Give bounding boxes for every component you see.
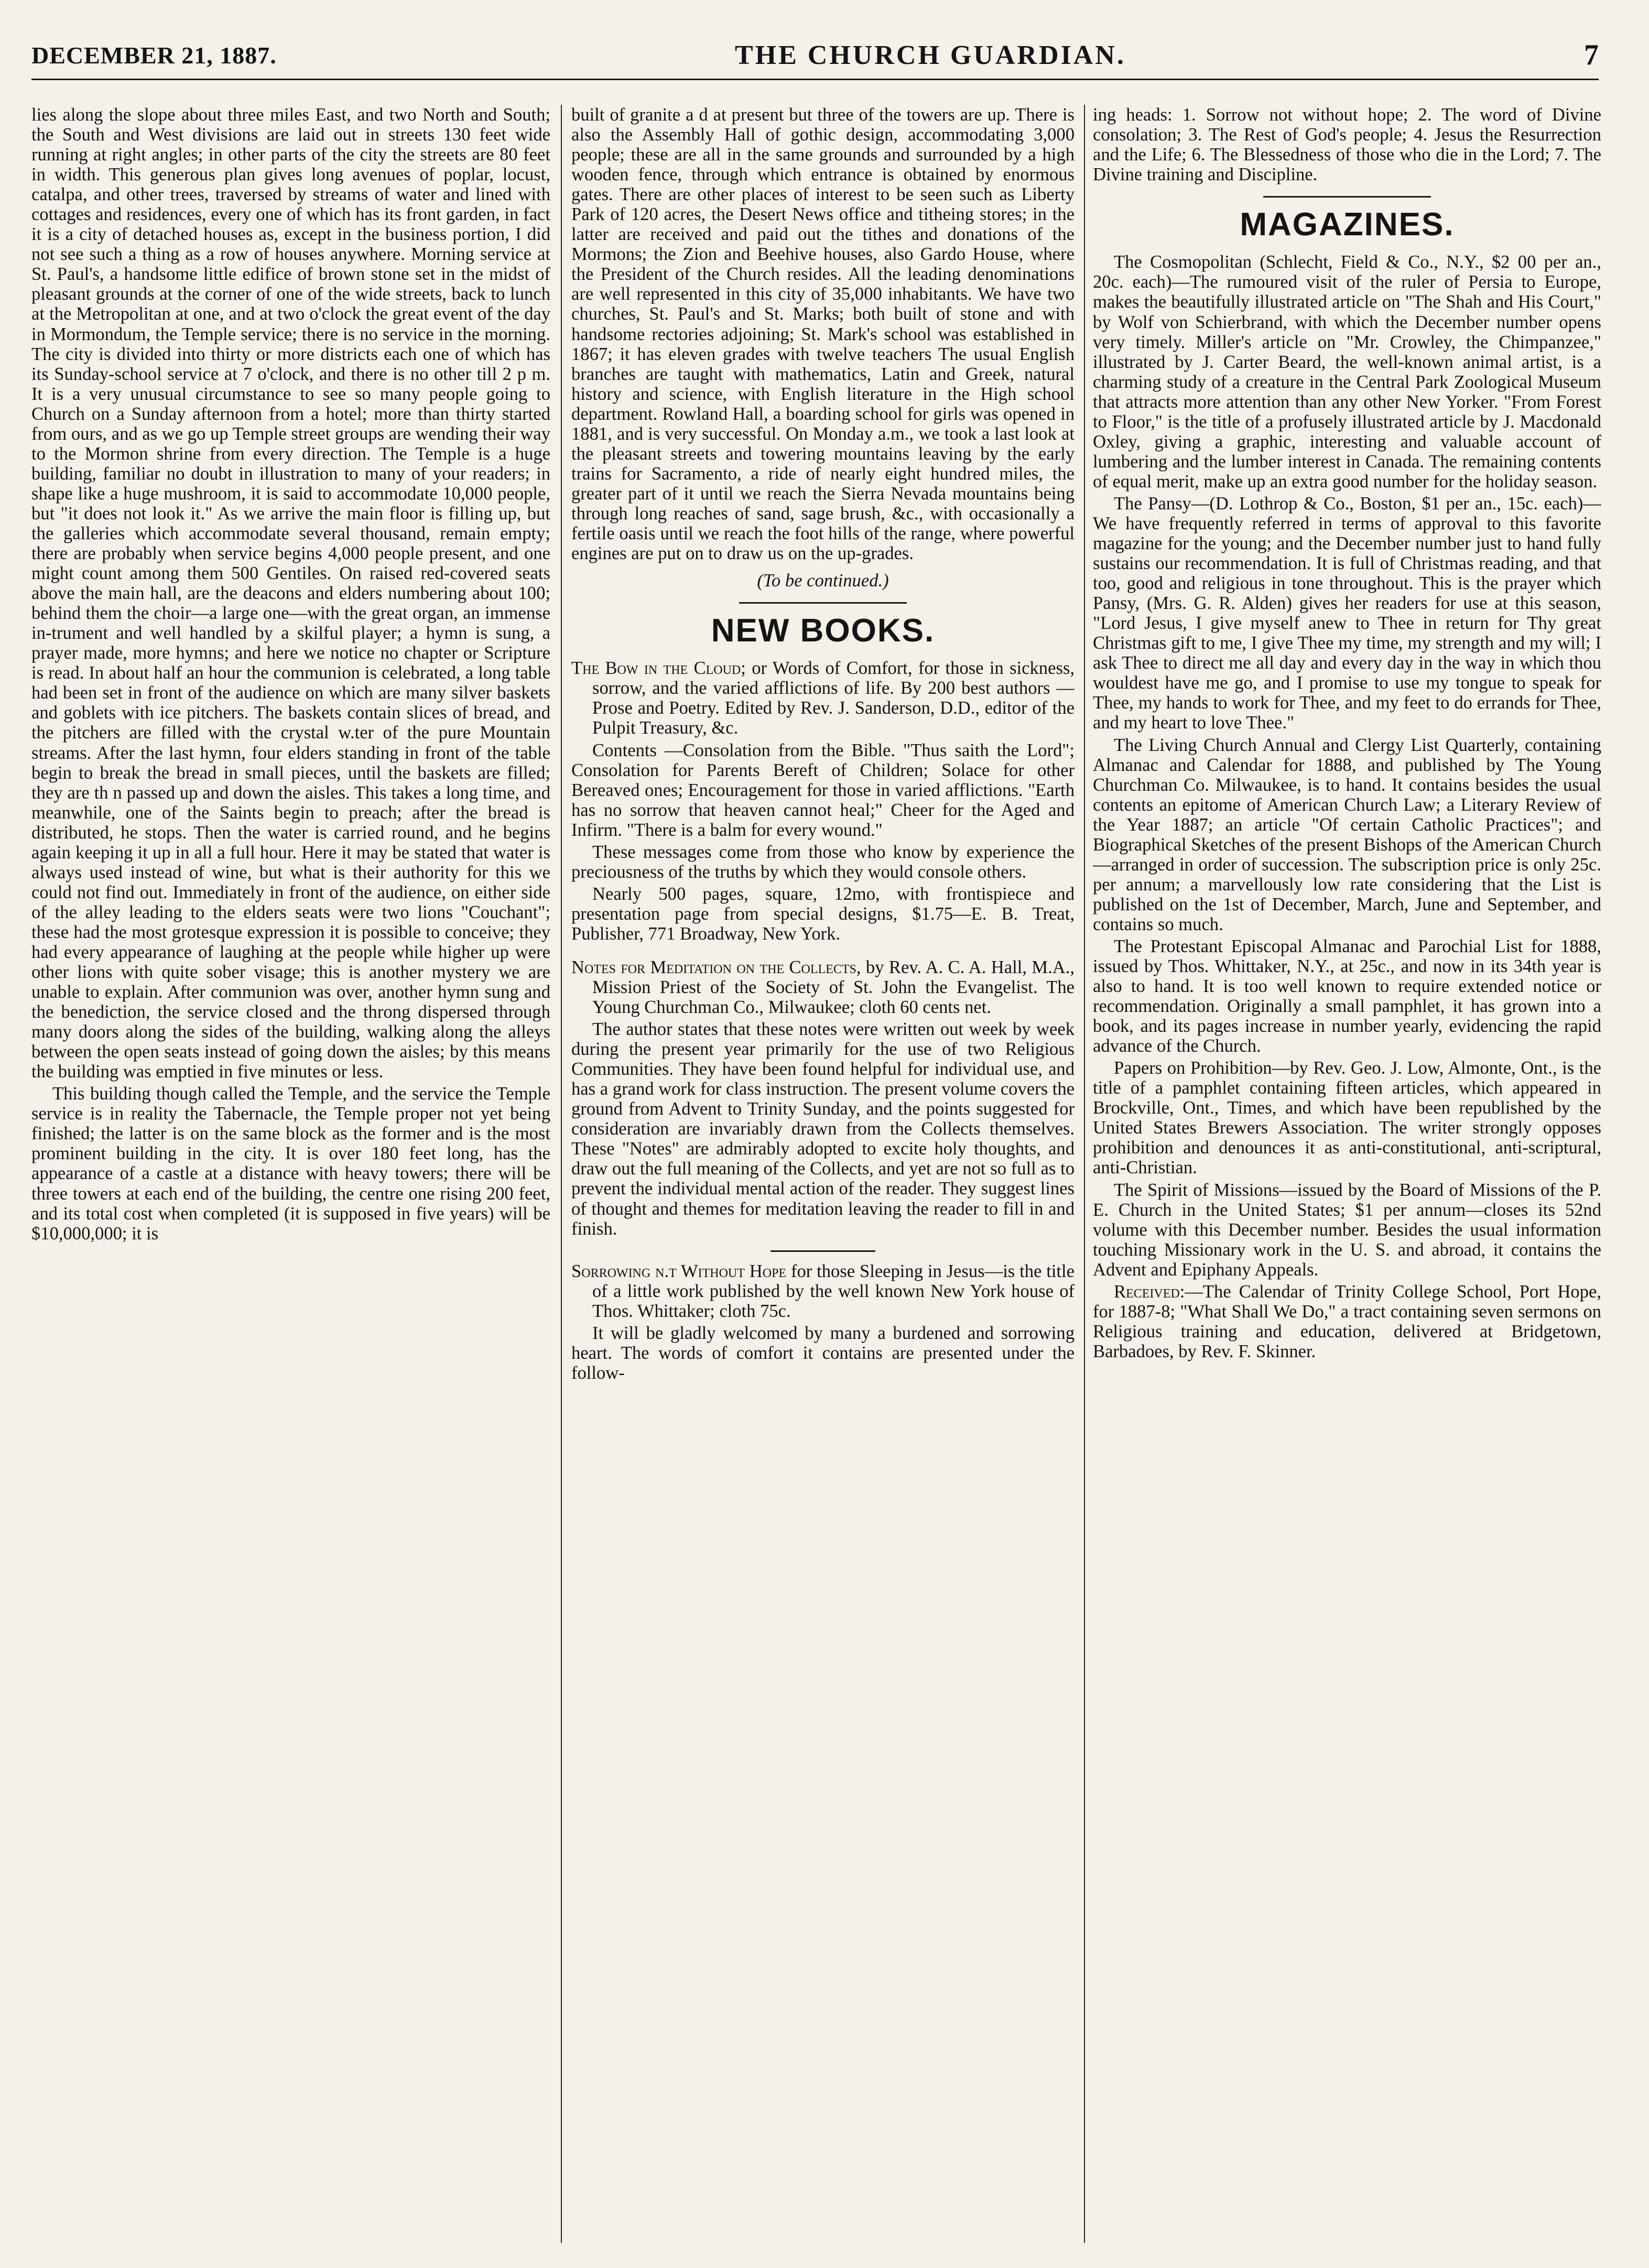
column-2 [571, 105, 1075, 2258]
book-details: for those Sleeping in Jesus—is the title of a little work published by the well known New York house of Thos. Whittaker; cloth 75c. [592, 1261, 1075, 1321]
book-paragraph: These messages come from those who know by experience the preciousness of the truths by which they would console others. [571, 842, 1075, 882]
article-paragraph: built of granite a d at present but three of the towers are up. There is also the Assembly Hall of gothic design, accommodating 3,000 people; these are all in the same grounds and surrounded by a high wooden fence, through which entrance is obtained by enormous gates. There are other places of interest to be seen such as Liberty Park of 120 acres, the Desert News office and titheing stores; in the latter are received and paid out the tithes and donations of the Mormons; the Zion and Beehive houses, also Gardo House, where the President of the Church resides. All the leading denominations are well represented in this city of 35,000 inhabitants. We have two churches, St. Paul's and St. Marks; both built of stone and with handsome rectories adjoining; St. Mark's school was established in 1867; it has eleven grades with twelve teachers The usual English branches are taught with mathematics, Latin and Greek, natural history and science, with English literature in the High school department. Rowland Hall, a boarding school for girls was opened in 1881, and is very successful. On Monday a.m., we took a last look at the pleasant streets and towering mountains leaving by the early trains for Sacramento, a ride of nearly eight hundred miles, the greater part of it until we reach the Sierra Nevada mountains being through long reaches of sand, sage brush, &c., with occasionally a fertile oasis until we reach the foot hills of the range, where powerful engines are put on to draw us on the up-grades. [571, 105, 1075, 564]
column-divider [1084, 105, 1085, 2243]
issue-date: DECEMBER 21, 1887. [31, 41, 277, 69]
book-details: ; or Words of Comfort, for those in sickness, sorrow, and the varied afflictions of life. By 200 best authors —Prose and Poetry. Edited by Rev. J. Sanderson, D.D., editor of the Pulpit Treasury, &c. [592, 658, 1075, 738]
section-rule [739, 602, 907, 604]
page-number: 7 [1583, 39, 1599, 71]
magazine-notice: The Spirit of Missions—issued by the Board of Missions of the P. E. Church in the United States; $1 per annum—closes its 52nd volume with this December number. Besides the usual information touching Missionary work in the U. S. and abroad, it contains the Advent and Epiphany Appeals. [1093, 1180, 1601, 1280]
column-divider [561, 105, 562, 2243]
magazine-notice: The Protestant Episcopal Almanac and Parochial List for 1888, issued by Thos. Whittaker, N.Y., at 25c., and now in its 34th year is also to hand. It is too well known to require extended notice or recommendation. Originally a small pamphlet, it has grown into a book, and its pages increase in number yearly, evidencing the rapid advance of the Church. [1093, 936, 1601, 1056]
book-notice [571, 957, 1075, 1017]
book-notice [571, 1261, 1075, 1321]
column-3 [1093, 105, 1601, 2258]
book-title: Sorrowing n.t Without Hope [571, 1261, 787, 1281]
book-paragraph: The author states that these notes were written out week by week during the present year primarily for the use of two Religious Communities. They have been found helpful for individual use, and has a grand work for class instruction. The present volume covers the ground from Advent to Trinity Sunday, and the points suggested for consideration are invariably drawn from the Collects themselves. These "Notes" are admirably adopted to excite holy thoughts, and draw out the full meaning of the Collects, and yet are not so full as to prevent the individual mental action of the reader. They suggest lines of thought and themes for meditation leaving the reader to fill in and finish. [571, 1019, 1075, 1239]
book-notice [571, 658, 1075, 738]
book-paragraph: Nearly 500 pages, square, 12mo, with frontispiece and presentation page from special designs, $1.75—E. B. Treat, Publisher, 771 Broadway, New York. [571, 884, 1075, 944]
article-paragraph: lies along the slope about three miles East, and two North and South; the South and West divisions are laid out in streets 130 feet wide running at right angles; in other parts of the city the streets are 80 feet in width. This generous plan gives long avenues of poplar, locust, catalpa, and other trees, traversed by streams of water and lined with cottages and residences, every one of which has its front garden, in fact it is a city of detached houses as, except in the business portion, I did not see such a thing as a row of houses anywhere. Morning service at St. Paul's, a handsome little edifice of brown stone set in the midst of pleasant grounds at the corner of one of the wide streets, back to lunch at the Metropolitan at one, and at two o'clock the great event of the day in Mormondum, the Temple service; there is no service in the morning. The city is divided into thirty or more districts each one of which has its Sunday-school service at 7 o'clock, and there is no other till 2 p m. It is a very unusual circumstance to see so many people going to Church on a Sunday afternoon from a hotel; more than thirty started from ours, and as we go up Temple street groups are wending their way to the Mormon shrine from every direction. The Temple is a huge building, familiar no doubt in illustration to many of your readers; in shape like a huge mushroom, it is said to accommodate 10,000 people, but "it does not look it." As we arrive the main floor is filling up, but the galleries which accommodate several thousand, remain empty; there are probably when service begins 4,000 people present, and one might count among them 500 Gentiles. On raised red-covered seats above the main hall, are the deacons and elders numbering about 100; behind them the choir—a large one—with the great organ, an immense in-trument and well handled by a skilful player; a hymn is sung, a prayer made, more hymns; and here we notice no chapter or Scripture is read. In about half an hour the communion is celebrated, a long table had been set in front of the audience on which are many silver baskets and goblets with ice pitchers. The baskets contain slices of bread, and the pitchers are filled with the crystal w.ter of the pure Mountain streams. After the last hymn, four elders standing in front of the table begin to break the bread in small pieces, until the baskets are filled; they are th n passed up and down the aisles. This takes a long time, and meanwhile, one of the Saints begin to preach; after the bread is distributed, he stops. Then the water is carried round, and he begins again keeping it up in all a full hour. Here it may be stated that water is always used instead of wine, but what is their authority for this we could not find out. Immediately in front of the audience, on either side of the alley leading to the elders seats were two lions "Couchant"; these had the most grotesque expression it is possible to conceive; they had every appearance of laughing at the people while higher up were other lions with quite sober visage; this is another mystery we are unable to explain. After communion was over, another hymn sung and the benediction, the service closed and the throng dispersed through many doors along the sides of the building, walking along the alleys between the open seats instead of going down the aisles; by this means the building was emptied in five minutes or less. [31, 105, 550, 1082]
article-paragraph: This building though called the Temple, and the service the Temple service is in reality the Tabernacle, the Temple proper not yet being finished; the latter is on the same block as the former and is the most prominent building in the city. It is over 180 feet long, has the appearance of a castle at a distance with heavy towers; there will be three towers at each end of the building, the centre one rising 200 feet, and its total cost when completed (it is supposed in five years) will be $10,000,000; it is [31, 1084, 550, 1244]
magazine-notice: The Pansy—(D. Lothrop & Co., Boston, $1 per an., 15c. each)—We have frequently referred in terms of approval to this favorite magazine for the young; and the December number just to hand fully sustains our recommendation. It is full of Christmas reading, and that too, good and religious in tone throughout. This is the prayer which Pansy, (Mrs. G. R. Alden) gives her readers for use at this season, "Lord Jesus, I give myself anew to Thee in return for Thy great Christmas gift to me, I give Thee my time, my strength and my will; I ask Thee to direct me all day and every day in the way in which thou wouldest have me go, and I promise to use my tongue to speak for Thee, my hands to work for Thee, and my feet to do errands for Thee, and my heart to love Thee." [1093, 493, 1601, 733]
book-details: , by Rev. A. C. A. Hall, M.A., Mission Priest of the Society of St. John the Evangelist. The Young Churchman Co., Milwaukee; cloth 60 cents net. [592, 957, 1075, 1018]
magazine-notice [1093, 1282, 1601, 1361]
magazine-notice: The Living Church Annual and Clergy List Quarterly, containing Almanac and Calendar for 1888, and published by The Young Churchman Co. Milwaukee, is to hand. It contains besides the usual contents an epitome of American Church Law; a Literary Review of the Year 1887; an article "Of certain Catholic Practices"; and Biographical Sketches of the present Bishops of the American Church—arranged in order of succession. The subscription price is only 25c. per annum; a marvellously low rate considering that the List is published on the 1st of December, March, June and September, and contains so much. [1093, 735, 1601, 934]
continued-note: (To be continued.) [757, 571, 889, 591]
book-contents: Contents —Consolation from the Bible. "Thus saith the Lord"; Consolation for Parents Bereft of Children; Solace for other Bereaved ones; Encouragement for those in varied afflictions. "Earth has no sorrow that heaven cannot heal;" Cheer for the Aged and Infirm. "There is a balm for every wound." [571, 740, 1075, 840]
section-rule [771, 1250, 875, 1252]
received-label: Received [1114, 1281, 1180, 1302]
book-title: The Bow in the Cloud [571, 658, 741, 679]
section-heading-new-books: NEW BOOKS. [711, 613, 935, 649]
book-paragraph: It will be gladly welcomed by many a burdened and sorrowing heart. The words of comfort it contains are presented under the follow- [571, 1323, 1075, 1383]
section-heading-magazines: MAGAZINES. [1240, 206, 1455, 243]
received-text: :—The Calendar of Trinity College School, Port Hope, for 1887-8; "What Shall We Do," a tract containing seven sermons on Religious training and education, delivered at Bridgetown, Barbadoes, by Rev. F. Skinner. [1093, 1281, 1601, 1361]
book-title: Notes for Meditation on the Collects [571, 957, 856, 977]
masthead-title: THE CHURCH GUARDIAN. [734, 40, 1126, 70]
page-header [31, 31, 1599, 80]
magazine-notice: Papers on Prohibition—by Rev. Geo. J. Low, Almonte, Ont., is the title of a pamphlet containing fifteen articles, which appeared in Brockville, Ont., Times, and which have been republished by the United States Brewers Association. The writer strongly opposes prohibition and denounces it as anti-constitutional, anti-scriptural, anti-Christian. [1093, 1058, 1601, 1178]
section-rule [1263, 196, 1431, 198]
magazine-notice: The Cosmopolitan (Schlecht, Field & Co., N.Y., $2 00 per an., 20c. each)—The rumoured visit of the ruler of Persia to Europe, makes the beautifully illustrated article on "The Shah and His Court," by Wolf von Schierbrand, with which the December number opens very timely. Miller's article on "Mr. Crowley, the Chimpanzee," illustrated by J. Carter Beard, the well-known animal artist, is a charming study of a creature in the Central Park Zoological Museum that attracts more attention than any other New Yorker. "From Forest to Floor," is the title of a profusely illustrated article by J. Macdonald Oxley, giving a graphic, interesting and valuable account of lumbering and the lumber interest in Canada. The remaining contents of equal merit, make up an extra good number for the holiday season. [1093, 252, 1601, 492]
article-paragraph: ing heads: 1. Sorrow not without hope; 2. The word of Divine consolation; 3. The Rest of God's people; 4. Jesus the Resurrection and the Life; 6. The Blessedness of those who die in the Lord; 7. The Divine training and Discipline. [1093, 105, 1601, 185]
column-1 [31, 105, 550, 2258]
